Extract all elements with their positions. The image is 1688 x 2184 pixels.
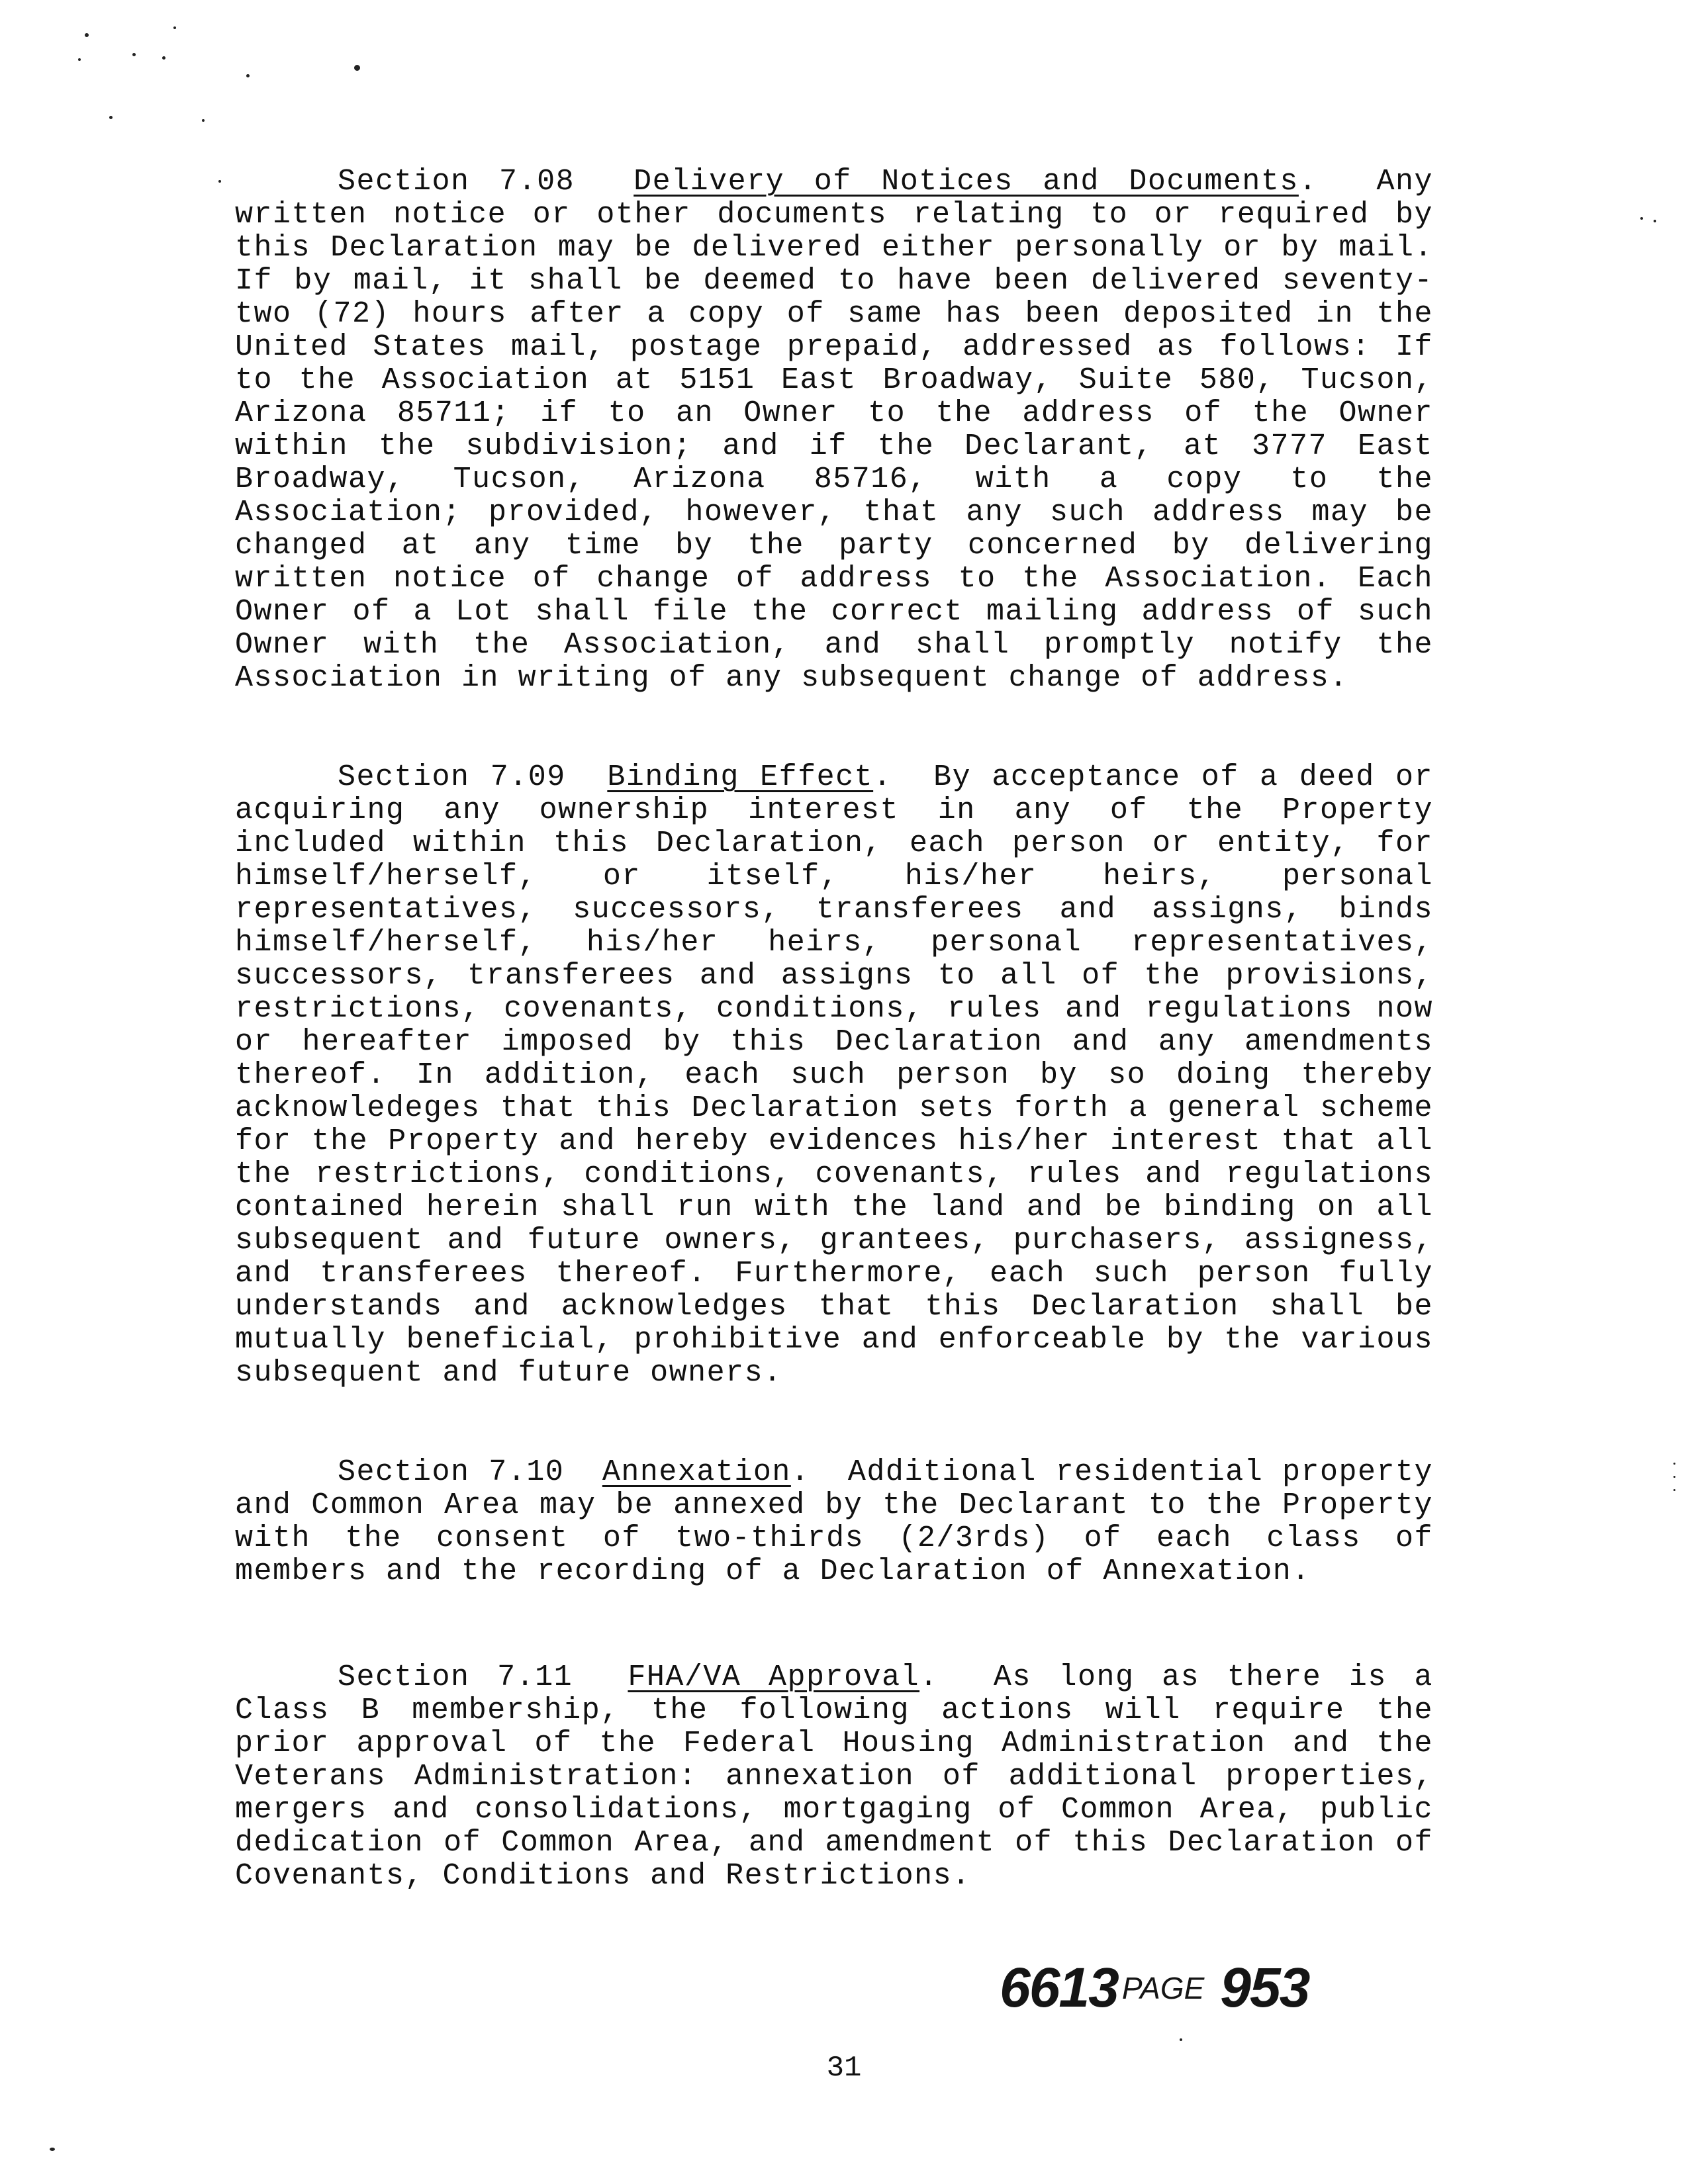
stamp-page-number: 953 <box>1220 1956 1309 2019</box>
scan-speck <box>246 74 250 77</box>
section-7-10: Section 7.10 Annexation. Additional residential property and Common Area may be annexed by the Declarant to the Property with the consent of two-thirds (2/3rds) of each class of members and the recording of a Declaration of Annexation. <box>235 1455 1434 1588</box>
scan-speck <box>162 56 165 60</box>
scan-speck <box>1673 1463 1675 1465</box>
section-label: Section 7.11 <box>338 1661 573 1694</box>
scan-speck <box>1673 1489 1675 1491</box>
scan-speck <box>202 119 205 122</box>
section-7-08: Section 7.08 Delivery of Notices and Documents. Any written notice or other documents relating to or required by this Declaration may be delivered either personally or by mail. If by mail, it shall be deemed to have been delivered seventy-two (72) hours after a copy of same has been deposited in the United States mail, postage prepaid, addressed as follows: If to the Association at 5151 East Broadway, Suite 580, Tucson, Arizona 85711; if to an Owner to the address of the Owner within the subdivision; and if the Declarant, at 3777 East Broadway, Tucson, Arizona 85716, with a copy to the Association; provided, however, that any such address may be changed at any time by the party concerned by delivering written notice of change of address to the Association. Each Owner of a Lot shall file the correct mailing address of such Owner with the Association, and shall promptly notify the Association in writing of any subsequent change of address. <box>235 165 1433 695</box>
scan-speck <box>1673 1476 1675 1478</box>
section-body: By acceptance of a deed or acquiring any ownership interest in any of the Property included within this Declaration, each person or entity, for himself/herself, or itself, his/her heirs, personal representatives, successors, transferees and assigns, binds himself/herself, his/her heirs, personal representatives, successors, transferees and assigns to all of the provisions, restrictions, covenants, conditions, rules and regulations now or hereafter imposed by this Declaration and any amendments thereof. In addition, each such person by so doing thereby acknowledeges that this Declaration sets forth a general scheme for the Property and hereby evidences his/her interest that all the restrictions, conditions, covenants, rules and regulations contained herein shall run with the land and be binding on all subsequent and future owners, grantees, purchasers, assigness, and transferees thereof. Furthermore, each such person fully understands and acknowledges that this Declaration shall be mutually beneficial, prohibitive and enforceable by the various subsequent and future owners. <box>235 760 1434 1390</box>
scan-speck <box>218 180 221 183</box>
scan-speck <box>50 2148 55 2151</box>
section-heading: FHA/VA Approval <box>628 1661 920 1694</box>
section-body: As long as there is a Class B membership, the following actions will require the prior approval of the Federal Housing Administration and the Veterans Administration: annexation of additional properties, mergers and consolidations, mortgaging of Common Area, public dedication of Common Area, and amendment of this Declaration of Covenants, Conditions and Restrictions. <box>235 1661 1433 1893</box>
scan-speck <box>173 26 176 29</box>
scan-speck <box>354 65 360 71</box>
scan-speck <box>78 58 81 61</box>
section-label: Section 7.10 <box>338 1455 565 1489</box>
scan-speck <box>132 53 136 56</box>
scan-speck <box>1640 217 1643 220</box>
scan-speck <box>109 116 113 119</box>
section-heading: Annexation <box>602 1455 791 1489</box>
section-body: Any written notice or other documents relating to or required by this Declaration may be delivered either personally or by mail. If by mail, it shall be deemed to have been delivered seventy-two (72) hours after a copy of same has been deposited in the United States mail, postage prepaid, addressed as follows: If to the Association at 5151 East Broadway, Suite 580, Tucson, Arizona 85711; if to an Owner to the address of the Owner within the subdivision; and if the Declarant, at 3777 East Broadway, Tucson, Arizona 85716, with a copy to the Association; provided, however, that any such address may be changed at any time by the party concerned by delivering written notice of change of address to the Association. Each Owner of a Lot shall file the correct mailing address of such Owner with the Association, and shall promptly notify the Association in writing of any subsequent change of address. <box>235 165 1433 695</box>
scan-speck <box>85 33 89 37</box>
section-7-11: Section 7.11 FHA/VA Approval. As long as there is a Class B membership, the following actions will require the prior approval of the Federal Housing Administration and the Veterans Administration: annexation of additional properties, mergers and consolidations, mortgaging of Common Area, public dedication of Common Area, and amendment of this Declaration of Covenants, Conditions and Restrictions. <box>235 1661 1433 1893</box>
page-word: PAGE <box>1121 1971 1205 2005</box>
section-body: Additional residential property and Common Area may be annexed by the Declarant to the Property with the consent of two-thirds (2/3rds) of each class of members and the recording of a Declaration of Annexation. <box>235 1455 1434 1588</box>
section-label: Section 7.08 <box>338 165 575 199</box>
page-number: 31 <box>826 2052 862 2085</box>
scan-speck <box>1180 2038 1182 2041</box>
section-heading: Binding Effect <box>607 760 874 794</box>
section-7-09: Section 7.09 Binding Effect. By acceptance of a deed or acquiring any ownership interest in any of the Property included within this Declaration, each person or entity, for himself/herself, or itself, his/her heirs, personal representatives, successors, transferees and assigns, binds himself/herself, his/her heirs, personal representatives, successors, transferees and assigns to all of the provisions, restrictions, covenants, conditions, rules and regulations now or hereafter imposed by this Declaration and any amendments thereof. In addition, each such person by so doing thereby acknowledeges that this Declaration sets forth a general scheme for the Property and hereby evidences his/her interest that all the restrictions, conditions, covenants, rules and regulations contained herein shall run with the land and be binding on all subsequent and future owners, grantees, purchasers, assigness, and transferees thereof. Furthermore, each such person fully understands and acknowledges that this Declaration shall be mutually beneficial, prohibitive and enforceable by the various subsequent and future owners. <box>235 760 1434 1390</box>
book-number: 6613 <box>1000 1956 1118 2019</box>
section-heading: Delivery of Notices and Documents <box>633 165 1299 199</box>
section-label: Section 7.09 <box>338 760 566 794</box>
scan-speck <box>1654 220 1656 222</box>
book-page-stamp <box>1000 1956 1309 2020</box>
